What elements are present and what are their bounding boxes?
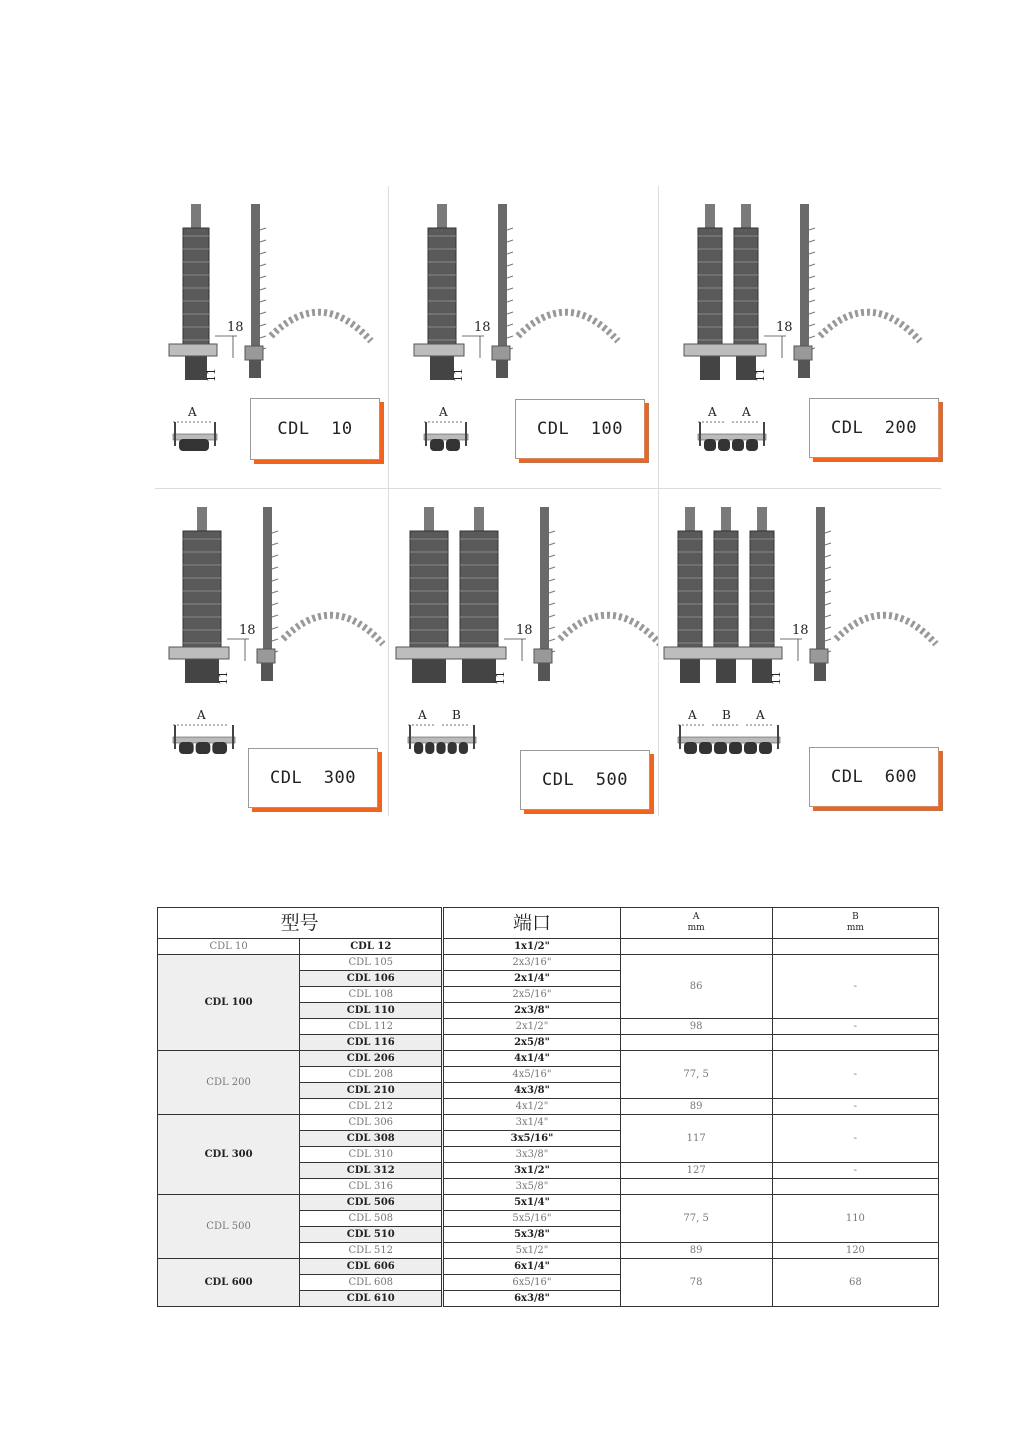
model-label-box: CDL 200 [809,398,939,458]
spacing-label: A [708,405,717,419]
clamp-side-view [257,507,278,681]
b-value-cell: 110 [772,1195,938,1243]
a-value-cell: 77, 5 [620,1195,772,1243]
diagram-cell [388,489,658,794]
clamp-side-view [810,507,831,681]
dimension-label: 18 [516,623,533,638]
diagram-cell [155,489,388,794]
cable-arc [820,312,920,341]
cable-clamp-drawing [155,489,388,789]
port-cell: 2x1/4" [443,971,620,987]
spacing-label: B [722,708,731,722]
port-cell: 3x3/8" [443,1147,620,1163]
a-value-cell [620,1179,772,1195]
port-cell: 4x5/16" [443,1067,620,1083]
table-row [158,1195,939,1211]
dimension-label: 11 [770,671,783,685]
sub-model-cell: CDL 108 [300,987,443,1003]
port-cell: 2x3/16" [443,955,620,971]
sub-model-cell: CDL 106 [300,971,443,987]
header-model: 型号 [158,908,443,939]
cable-arc [271,312,371,341]
clamp-side-view [794,204,815,378]
dimension-label: 18 [474,320,491,335]
a-value-cell: 117 [620,1115,772,1163]
sub-model-cell: CDL 212 [300,1099,443,1115]
clamp-side-view [245,204,266,378]
port-cell: 4x1/2" [443,1099,620,1115]
table-row [158,1259,939,1275]
diagram-cell [658,489,941,794]
port-cell: 2x1/2" [443,1019,620,1035]
sub-model-cell: CDL 316 [300,1179,443,1195]
table-row [158,1051,939,1067]
sub-model-cell: CDL 210 [300,1083,443,1099]
b-value-cell: 68 [772,1259,938,1307]
sub-model-cell: CDL 510 [300,1227,443,1243]
cable-clamp-drawing [658,489,941,789]
sub-model-cell: CDL 310 [300,1147,443,1163]
model-group-cell: CDL 600 [158,1259,300,1307]
table-row [158,1115,939,1131]
model-group-cell: CDL 500 [158,1195,300,1259]
spacing-label: B [452,708,461,722]
port-cell: 2x5/16" [443,987,620,1003]
port-cell: 3x5/8" [443,1179,620,1195]
model-group-cell: CDL 200 [158,1051,300,1115]
dimension-label: 18 [776,320,793,335]
a-value-cell: 78 [620,1259,772,1307]
diagram-cell [388,186,658,491]
sub-model-cell: CDL 206 [300,1051,443,1067]
port-cell: 3x5/16" [443,1131,620,1147]
a-value-cell: 98 [620,1019,772,1035]
spacing-label: A [742,405,751,419]
a-value-cell: 86 [620,955,772,1019]
dimension-label: 18 [239,623,256,638]
sub-model-cell: CDL 506 [300,1195,443,1211]
mounting-bracket [664,647,782,659]
b-value-cell: - [772,955,938,1019]
model-label-box: CDL 100 [515,399,645,459]
sub-model-cell: CDL 306 [300,1115,443,1131]
port-cell: 5x3/8" [443,1227,620,1243]
table-header-row [158,908,939,939]
clamp-side-view [534,507,555,681]
sub-model-cell: CDL 110 [300,1003,443,1019]
dimension-label: 11 [754,368,767,382]
diagram-cell [658,186,941,491]
a-value-cell: 89 [620,1099,772,1115]
model-group-cell: CDL 100 [158,955,300,1051]
a-value-cell: 77, 5 [620,1051,772,1099]
product-diagram-grid [155,186,941,816]
spec-table [157,907,939,1307]
dimension-label: 11 [494,671,507,685]
diagram-cell [155,186,388,491]
model-label-box: CDL 600 [809,747,939,807]
dimension-label: 11 [452,368,465,382]
spacing-base [424,434,468,440]
port-cell: 6x5/16" [443,1275,620,1291]
cable-arc [518,312,618,341]
b-value-cell: - [772,1099,938,1115]
spacing-label: A [197,708,206,722]
sub-model-cell: CDL 610 [300,1291,443,1307]
model-group-cell: CDL 300 [158,1115,300,1195]
port-cell: 6x3/8" [443,1291,620,1307]
model-group-cell: CDL 10 [158,939,300,955]
port-cell: 4x1/4" [443,1051,620,1067]
b-value-cell: - [772,1163,938,1179]
a-value-cell [620,939,772,955]
cable-arc [560,615,658,644]
spacing-label: A [688,708,697,722]
port-cell: 6x1/4" [443,1259,620,1275]
sub-model-cell: CDL 105 [300,955,443,971]
port-cell: 3x1/2" [443,1163,620,1179]
cable-arc [283,615,383,644]
cable-arc [836,615,936,644]
dimension-label: 11 [217,671,230,685]
sub-model-cell: CDL 116 [300,1035,443,1051]
b-value-cell: - [772,1019,938,1035]
b-value-cell [772,939,938,955]
header-a: A mm [620,908,772,939]
dimension-label: 18 [227,320,244,335]
mounting-bracket [684,344,766,356]
mounting-bracket [414,344,464,356]
header-b: B mm [772,908,938,939]
table-row [158,955,939,971]
b-value-cell [772,1035,938,1051]
port-cell: 5x1/4" [443,1195,620,1211]
port-cell: 2x3/8" [443,1003,620,1019]
b-value-cell: - [772,1051,938,1099]
b-value-cell: 120 [772,1243,938,1259]
port-cell: 4x3/8" [443,1083,620,1099]
dimension-label: 18 [792,623,809,638]
spacing-label: A [439,405,448,419]
sub-model-cell: CDL 308 [300,1131,443,1147]
port-cell: 5x5/16" [443,1211,620,1227]
dimension-label: 11 [205,368,218,382]
spacing-label: A [418,708,427,722]
b-value-cell: - [772,1115,938,1163]
clamp-side-view [492,204,513,378]
sub-model-cell: CDL 512 [300,1243,443,1259]
a-value-cell: 127 [620,1163,772,1179]
sub-model-cell: CDL 112 [300,1019,443,1035]
header-port: 端口 [443,908,620,939]
spacing-label: A [756,708,765,722]
sub-model-cell: CDL 508 [300,1211,443,1227]
mounting-bracket [169,344,217,356]
mounting-bracket [396,647,506,659]
cable-clamp-drawing [388,489,658,789]
sub-model-cell: CDL 608 [300,1275,443,1291]
sub-model-cell: CDL 208 [300,1067,443,1083]
model-label-box: CDL 10 [250,398,380,460]
a-value-cell: 89 [620,1243,772,1259]
spacing-label: A [188,405,197,419]
port-cell: 5x1/2" [443,1243,620,1259]
model-label-box: CDL 500 [520,750,650,810]
port-cell: 2x5/8" [443,1035,620,1051]
model-label-box: CDL 300 [248,748,378,808]
a-value-cell [620,1035,772,1051]
sub-model-cell: CDL 312 [300,1163,443,1179]
table-row [158,939,939,955]
b-value-cell [772,1179,938,1195]
port-cell: 1x1/2" [443,939,620,955]
sub-model-cell: CDL 606 [300,1259,443,1275]
port-cell: 3x1/4" [443,1115,620,1131]
mounting-bracket [169,647,229,659]
sub-model-cell: CDL 12 [300,939,443,955]
